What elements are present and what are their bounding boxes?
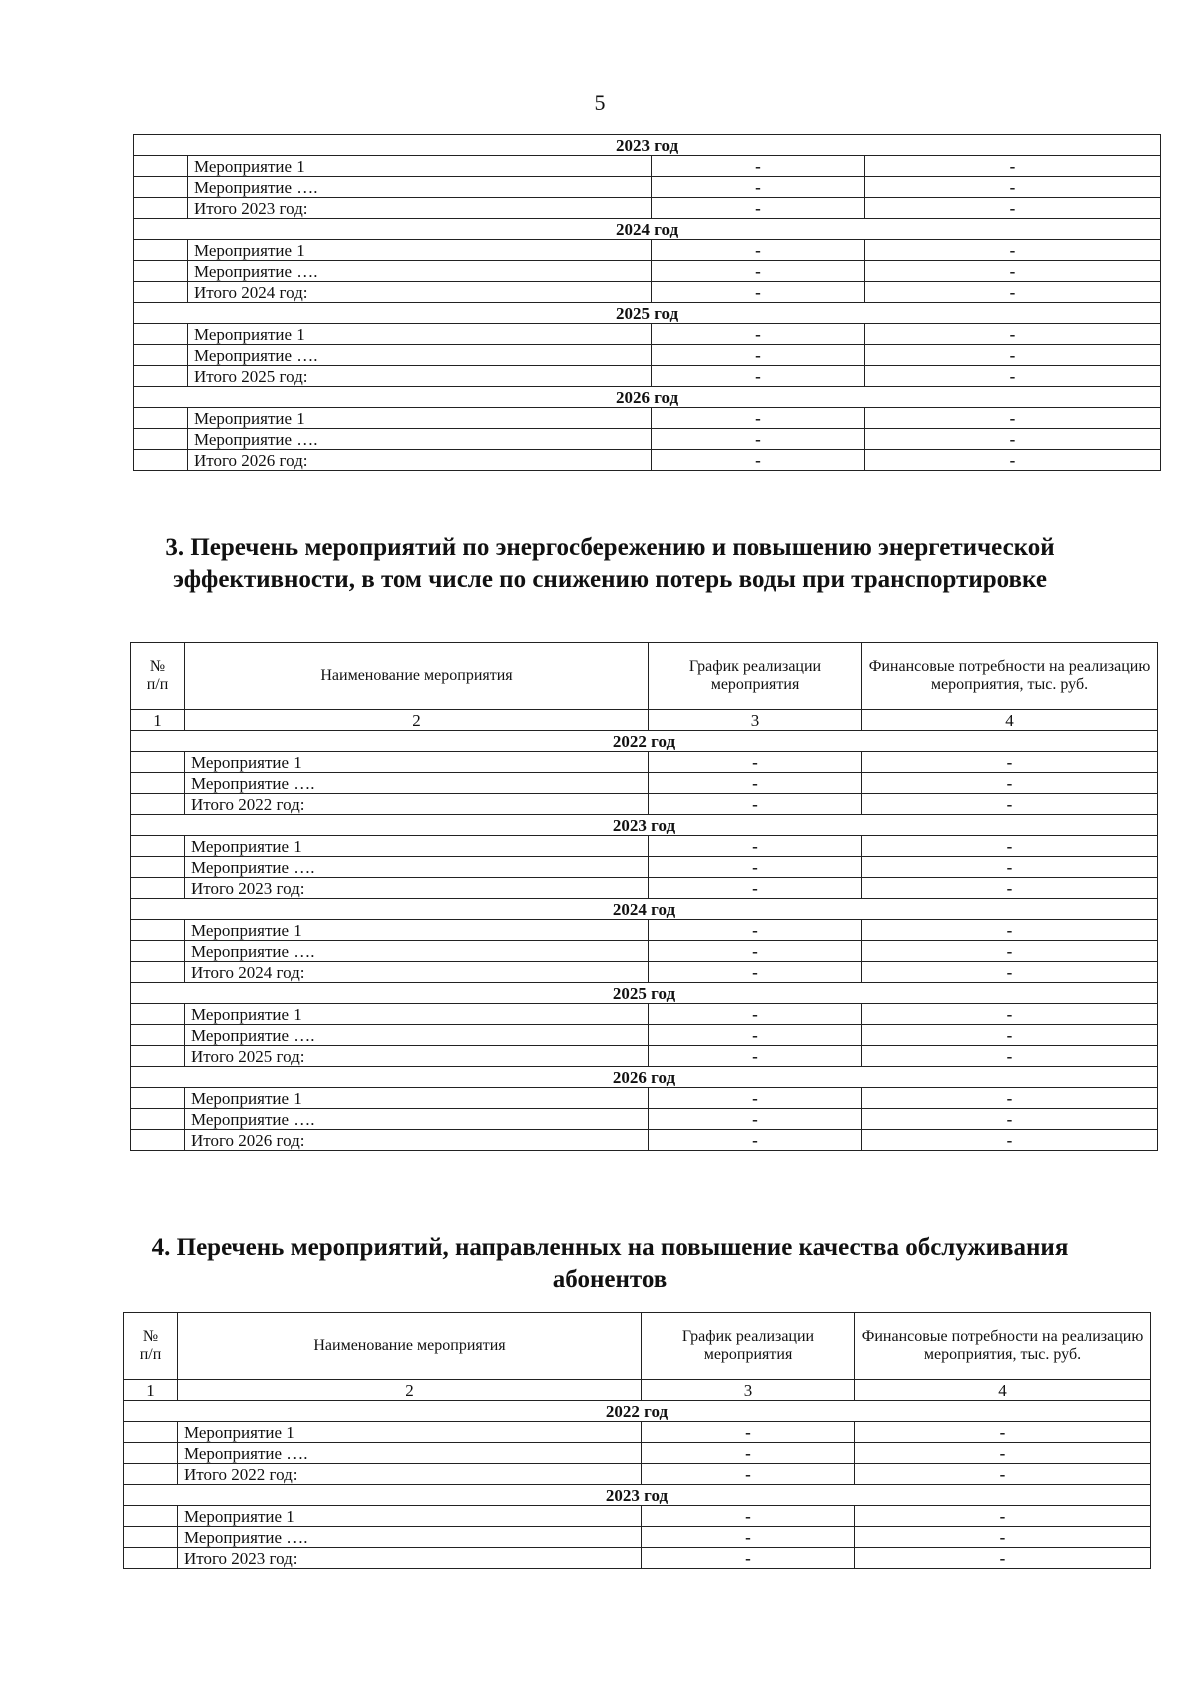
schedule-cell: - xyxy=(649,1025,862,1046)
table-row xyxy=(134,324,1161,345)
total-label: Итого 2024 год: xyxy=(188,282,652,303)
total-label: Итого 2023 год: xyxy=(185,878,649,899)
schedule-cell: - xyxy=(649,920,862,941)
table-row xyxy=(131,773,1158,794)
year-row xyxy=(124,1401,1151,1422)
year-label: 2022 год xyxy=(131,731,1158,752)
measure-name: Мероприятие …. xyxy=(188,345,652,366)
row-number-cell xyxy=(131,773,185,794)
row-number-cell xyxy=(131,941,185,962)
measure-name: Мероприятие 1 xyxy=(185,752,649,773)
measure-name: Мероприятие …. xyxy=(185,1109,649,1130)
row-number-cell xyxy=(134,282,188,303)
finance-cell: - xyxy=(865,282,1161,303)
table-row xyxy=(134,408,1161,429)
schedule-cell: - xyxy=(652,450,865,471)
section-4-table xyxy=(123,1312,1151,1569)
continued-table xyxy=(133,134,1161,471)
table-row xyxy=(131,857,1158,878)
finance-cell: - xyxy=(862,1109,1158,1130)
schedule-cell: - xyxy=(652,345,865,366)
measure-name: Мероприятие 1 xyxy=(188,156,652,177)
schedule-cell: - xyxy=(649,794,862,815)
total-row xyxy=(131,1130,1158,1151)
year-label: 2025 год xyxy=(134,303,1161,324)
total-label: Итого 2023 год: xyxy=(178,1548,642,1569)
row-number-cell xyxy=(131,836,185,857)
finance-cell: - xyxy=(865,408,1161,429)
year-label: 2024 год xyxy=(131,899,1158,920)
total-row xyxy=(131,878,1158,899)
table-row xyxy=(131,920,1158,941)
schedule-cell: - xyxy=(652,408,865,429)
finance-cell: - xyxy=(865,177,1161,198)
total-label: Итого 2022 год: xyxy=(178,1464,642,1485)
schedule-cell: - xyxy=(649,1130,862,1151)
row-number-cell xyxy=(131,1025,185,1046)
schedule-cell: - xyxy=(649,857,862,878)
year-label: 2023 год xyxy=(124,1485,1151,1506)
table-row xyxy=(131,941,1158,962)
col-name-header: Наименование мероприятия xyxy=(185,643,649,710)
finance-cell: - xyxy=(865,324,1161,345)
total-label: Итого 2026 год: xyxy=(185,1130,649,1151)
finance-cell: - xyxy=(865,366,1161,387)
row-number-cell xyxy=(124,1464,178,1485)
schedule-cell: - xyxy=(652,366,865,387)
measure-name: Мероприятие …. xyxy=(185,857,649,878)
schedule-cell: - xyxy=(649,878,862,899)
row-number-cell xyxy=(134,261,188,282)
measure-name: Мероприятие 1 xyxy=(185,1004,649,1025)
row-number-cell xyxy=(131,920,185,941)
total-label: Итого 2022 год: xyxy=(185,794,649,815)
schedule-cell: - xyxy=(649,941,862,962)
measure-name: Мероприятие 1 xyxy=(185,836,649,857)
row-number-cell xyxy=(131,1109,185,1130)
total-row xyxy=(124,1548,1151,1569)
schedule-cell: - xyxy=(649,1109,862,1130)
total-row xyxy=(124,1464,1151,1485)
finance-cell: - xyxy=(855,1443,1151,1464)
finance-cell: - xyxy=(865,261,1161,282)
row-number-cell xyxy=(124,1443,178,1464)
table-row xyxy=(131,1025,1158,1046)
total-row xyxy=(131,794,1158,815)
table-row xyxy=(124,1527,1151,1548)
col-number: 3 xyxy=(649,710,862,731)
finance-cell: - xyxy=(862,920,1158,941)
year-row xyxy=(134,387,1161,408)
schedule-cell: - xyxy=(642,1464,855,1485)
row-number-cell xyxy=(124,1506,178,1527)
row-number-cell xyxy=(134,198,188,219)
finance-cell: - xyxy=(862,1046,1158,1067)
measure-name: Мероприятие …. xyxy=(188,177,652,198)
finance-cell: - xyxy=(865,240,1161,261)
total-label: Итого 2025 год: xyxy=(188,366,652,387)
col-finance-header: Финансовые потребности на реализацию мероприятия, тыс. руб. xyxy=(855,1313,1151,1380)
table-row xyxy=(134,240,1161,261)
row-number-cell xyxy=(134,408,188,429)
col-schedule-header: График реализации мероприятия xyxy=(649,643,862,710)
finance-cell: - xyxy=(865,429,1161,450)
year-label: 2026 год xyxy=(134,387,1161,408)
col-number: 2 xyxy=(178,1380,642,1401)
finance-cell: - xyxy=(862,836,1158,857)
measure-name: Мероприятие …. xyxy=(185,773,649,794)
row-number-cell xyxy=(134,366,188,387)
row-number-cell xyxy=(134,450,188,471)
measure-name: Мероприятие 1 xyxy=(185,920,649,941)
year-label: 2022 год xyxy=(124,1401,1151,1422)
row-number-cell xyxy=(131,878,185,899)
finance-cell: - xyxy=(862,1004,1158,1025)
table-row xyxy=(134,261,1161,282)
finance-cell: - xyxy=(862,1025,1158,1046)
finance-cell: - xyxy=(862,752,1158,773)
row-number-cell xyxy=(131,752,185,773)
total-row xyxy=(134,366,1161,387)
total-label: Итого 2024 год: xyxy=(185,962,649,983)
finance-cell: - xyxy=(862,1130,1158,1151)
measure-name: Мероприятие …. xyxy=(188,429,652,450)
total-row xyxy=(134,282,1161,303)
finance-cell: - xyxy=(862,941,1158,962)
year-row xyxy=(131,1067,1158,1088)
year-label: 2024 год xyxy=(134,219,1161,240)
finance-cell: - xyxy=(855,1422,1151,1443)
year-row xyxy=(131,731,1158,752)
measure-name: Мероприятие 1 xyxy=(188,408,652,429)
col-number: 1 xyxy=(124,1380,178,1401)
total-row xyxy=(134,450,1161,471)
table-row xyxy=(134,177,1161,198)
finance-cell: - xyxy=(855,1464,1151,1485)
finance-cell: - xyxy=(865,450,1161,471)
schedule-cell: - xyxy=(652,429,865,450)
schedule-cell: - xyxy=(642,1527,855,1548)
table-row xyxy=(124,1443,1151,1464)
schedule-cell: - xyxy=(652,282,865,303)
row-number-cell xyxy=(131,962,185,983)
table-header-row xyxy=(131,643,1158,710)
row-number-cell xyxy=(134,429,188,450)
total-label: Итого 2025 год: xyxy=(185,1046,649,1067)
row-number-cell xyxy=(131,1088,185,1109)
column-numbers-row xyxy=(131,710,1158,731)
schedule-cell: - xyxy=(649,836,862,857)
year-row xyxy=(124,1485,1151,1506)
table-header-row xyxy=(124,1313,1151,1380)
year-label: 2023 год xyxy=(134,135,1161,156)
table-row xyxy=(124,1506,1151,1527)
col-number: 3 xyxy=(642,1380,855,1401)
col-name-header: Наименование мероприятия xyxy=(178,1313,642,1380)
row-number-cell xyxy=(134,324,188,345)
measure-name: Мероприятие …. xyxy=(185,1025,649,1046)
measure-name: Мероприятие 1 xyxy=(178,1422,642,1443)
col-num-header: № п/п xyxy=(124,1313,178,1380)
year-row xyxy=(134,303,1161,324)
finance-cell: - xyxy=(855,1506,1151,1527)
table-row xyxy=(124,1422,1151,1443)
schedule-cell: - xyxy=(652,240,865,261)
finance-cell: - xyxy=(855,1527,1151,1548)
table-row xyxy=(131,836,1158,857)
row-number-cell xyxy=(124,1422,178,1443)
row-number-cell xyxy=(131,857,185,878)
year-row xyxy=(131,815,1158,836)
section-3-table xyxy=(130,642,1158,1151)
table-row xyxy=(131,1004,1158,1025)
finance-cell: - xyxy=(862,878,1158,899)
schedule-cell: - xyxy=(649,1088,862,1109)
schedule-cell: - xyxy=(642,1422,855,1443)
row-number-cell xyxy=(134,345,188,366)
row-number-cell xyxy=(134,156,188,177)
measure-name: Мероприятие …. xyxy=(178,1443,642,1464)
schedule-cell: - xyxy=(642,1443,855,1464)
year-row xyxy=(134,135,1161,156)
year-label: 2023 год xyxy=(131,815,1158,836)
schedule-cell: - xyxy=(642,1506,855,1527)
schedule-cell: - xyxy=(649,1046,862,1067)
total-label: Итого 2023 год: xyxy=(188,198,652,219)
col-schedule-header: График реализации мероприятия xyxy=(642,1313,855,1380)
finance-cell: - xyxy=(862,1088,1158,1109)
schedule-cell: - xyxy=(649,1004,862,1025)
schedule-cell: - xyxy=(649,962,862,983)
schedule-cell: - xyxy=(652,261,865,282)
schedule-cell: - xyxy=(642,1548,855,1569)
finance-cell: - xyxy=(865,198,1161,219)
col-finance-header: Финансовые потребности на реализацию мероприятия, тыс. руб. xyxy=(862,643,1158,710)
measure-name: Мероприятие 1 xyxy=(178,1506,642,1527)
total-row xyxy=(131,962,1158,983)
total-label: Итого 2026 год: xyxy=(188,450,652,471)
schedule-cell: - xyxy=(649,773,862,794)
table-row xyxy=(131,1088,1158,1109)
table-row xyxy=(134,156,1161,177)
row-number-cell xyxy=(134,240,188,261)
table-row xyxy=(134,345,1161,366)
finance-cell: - xyxy=(862,857,1158,878)
year-row xyxy=(134,219,1161,240)
table-row xyxy=(131,1109,1158,1130)
measure-name: Мероприятие 1 xyxy=(185,1088,649,1109)
schedule-cell: - xyxy=(652,156,865,177)
row-number-cell xyxy=(124,1548,178,1569)
finance-cell: - xyxy=(862,962,1158,983)
row-number-cell xyxy=(131,1130,185,1151)
page-number: 5 xyxy=(594,90,606,115)
measure-name: Мероприятие …. xyxy=(185,941,649,962)
row-number-cell xyxy=(131,1046,185,1067)
col-number: 4 xyxy=(862,710,1158,731)
year-row xyxy=(131,899,1158,920)
total-row xyxy=(131,1046,1158,1067)
section-4-title: 4. Перечень мероприятий, направленных на повышение качества обслуживания абонентов xyxy=(151,1234,1069,1293)
row-number-cell xyxy=(131,1004,185,1025)
finance-cell: - xyxy=(865,345,1161,366)
col-number: 2 xyxy=(185,710,649,731)
schedule-cell: - xyxy=(649,752,862,773)
row-number-cell xyxy=(124,1527,178,1548)
col-number: 1 xyxy=(131,710,185,731)
section-3-title: 3. Перечень мероприятий по энергосбережению и повышению энергетической эффективности, в том числе по снижению потерь воды при транспортировке xyxy=(165,534,1055,593)
measure-name: Мероприятие …. xyxy=(178,1527,642,1548)
year-row xyxy=(131,983,1158,1004)
table-row xyxy=(131,752,1158,773)
finance-cell: - xyxy=(862,794,1158,815)
row-number-cell xyxy=(134,177,188,198)
year-label: 2026 год xyxy=(131,1067,1158,1088)
column-numbers-row xyxy=(124,1380,1151,1401)
total-row xyxy=(134,198,1161,219)
schedule-cell: - xyxy=(652,177,865,198)
schedule-cell: - xyxy=(652,198,865,219)
row-number-cell xyxy=(131,794,185,815)
col-num-header: № п/п xyxy=(131,643,185,710)
year-label: 2025 год xyxy=(131,983,1158,1004)
measure-name: Мероприятие 1 xyxy=(188,324,652,345)
finance-cell: - xyxy=(865,156,1161,177)
measure-name: Мероприятие …. xyxy=(188,261,652,282)
table-row xyxy=(134,429,1161,450)
finance-cell: - xyxy=(855,1548,1151,1569)
finance-cell: - xyxy=(862,773,1158,794)
col-number: 4 xyxy=(855,1380,1151,1401)
schedule-cell: - xyxy=(652,324,865,345)
measure-name: Мероприятие 1 xyxy=(188,240,652,261)
